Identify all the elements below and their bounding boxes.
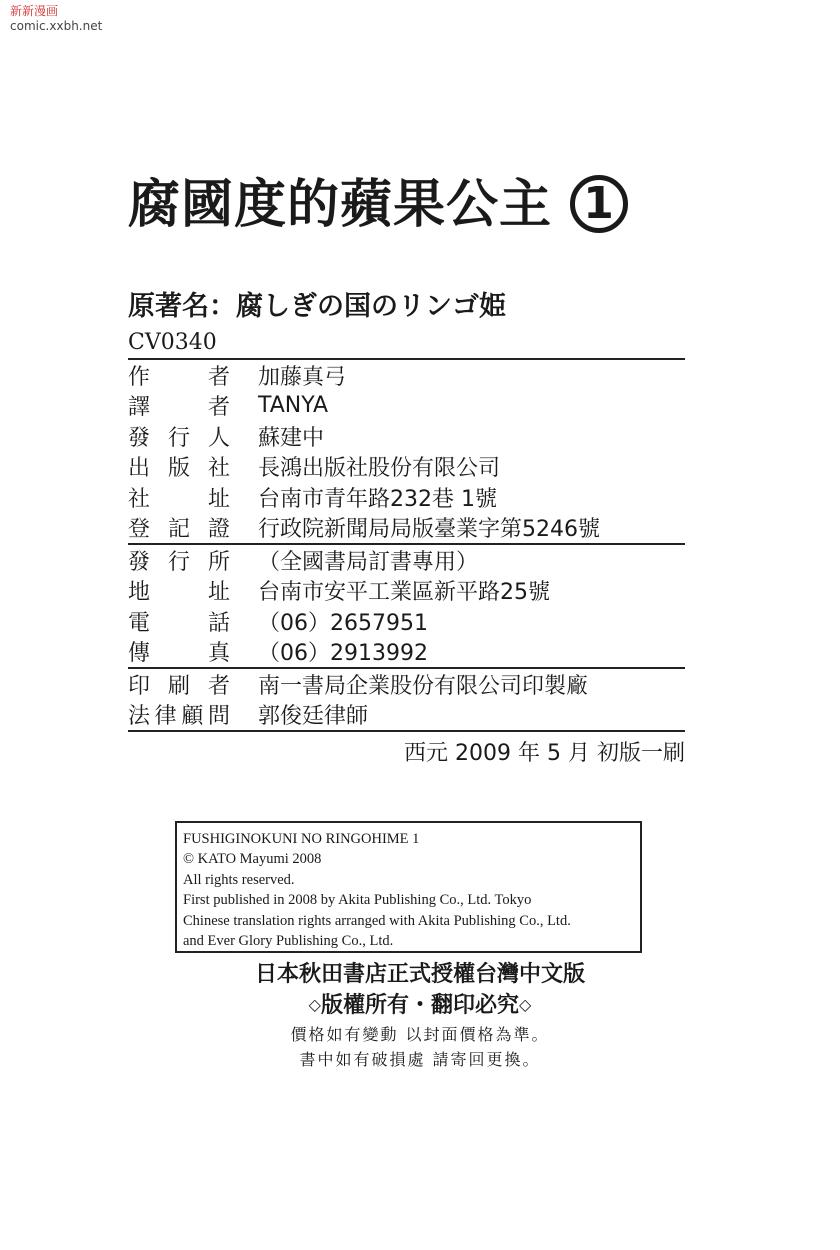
watermark-brand: 新新漫画	[10, 4, 59, 18]
credits-label: 印 刷 者	[128, 673, 230, 699]
credits-label: 傳 真	[128, 641, 230, 667]
credits-row	[128, 669, 685, 700]
credits-row	[128, 606, 685, 637]
book-title-text: 腐國度的蘋果公主	[128, 175, 553, 235]
credits-label: 發 行 人	[128, 425, 230, 451]
rights-line: Chinese translation rights arranged with Akita Publishing Co., Ltd.	[183, 912, 571, 929]
credits-row	[128, 545, 685, 576]
credits-row	[128, 637, 685, 668]
credits-row	[128, 576, 685, 607]
reserved-text: 版權所有・翻印必究	[320, 993, 519, 1018]
credits-row	[128, 360, 685, 391]
credits-value: TANYA	[258, 393, 329, 419]
credits-bottom-rule	[128, 730, 685, 732]
credits-label: 地 址	[128, 580, 230, 606]
credits-row	[128, 452, 685, 483]
credits-value: （06）2657951	[258, 610, 428, 636]
watermark-url: comic.xxbh.net	[10, 19, 103, 33]
license-statement: 日本秋田書店正式授權台灣中文版	[254, 962, 585, 987]
edition-line: 西元 2009 年 5 月 初版一刷	[404, 741, 685, 766]
credits-group	[128, 358, 685, 543]
volume-number: 1	[570, 175, 628, 233]
credits-label: 登 記 證	[128, 517, 230, 543]
credits-label: 電 話	[128, 610, 230, 636]
credits-label: 發 行 所	[128, 549, 230, 575]
credits-label: 社 址	[128, 486, 230, 512]
credits-label: 譯 者	[128, 395, 230, 421]
credits-row	[128, 513, 685, 544]
credits-row	[128, 700, 685, 731]
credits-label: 法 律 顧 問	[128, 704, 230, 730]
damage-notice: 書中如有破損處 請寄回更換。	[299, 1050, 541, 1069]
credits-row	[128, 391, 685, 422]
credits-value: （全國書局訂書專用）	[258, 549, 479, 575]
watermark	[10, 4, 102, 34]
credits-value: 郭俊廷律師	[258, 704, 369, 730]
credits-value: 台南市青年路232巷 1號	[258, 486, 497, 512]
catalog-code: CV0340	[128, 330, 217, 355]
original-title: 原著名：腐しぎの国のリンゴ姫	[128, 291, 506, 322]
credits-value: （06）2913992	[258, 641, 428, 667]
reserved-statement	[0, 990, 840, 1021]
credits-value: 台南市安平工業區新平路25號	[258, 580, 550, 606]
price-notice: 價格如有變動 以封面價格為準。	[290, 1025, 550, 1044]
rights-box	[175, 821, 642, 953]
diamond-icon: ◇	[308, 995, 321, 1014]
credits-group	[128, 667, 685, 730]
rights-line: First published in 2008 by Akita Publishing Co., Ltd. Tokyo	[183, 892, 532, 909]
rights-line: and Ever Glory Publishing Co., Ltd.	[183, 933, 394, 950]
rights-line: All rights reserved.	[183, 871, 295, 888]
credits-row	[128, 421, 685, 452]
book-title	[128, 172, 628, 238]
credits-table	[128, 358, 685, 732]
credits-label: 出 版 社	[128, 456, 230, 482]
rights-line: FUSHIGINOKUNI NO RINGOHIME 1	[183, 831, 420, 847]
credits-value: 加藤真弓	[258, 364, 347, 390]
credits-value: 南一書局企業股份有限公司印製廠	[258, 673, 589, 699]
credits-row	[128, 482, 685, 513]
rights-line: © KATO Mayumi 2008	[183, 851, 322, 868]
diamond-icon: ◇	[519, 995, 532, 1014]
credits-group	[128, 543, 685, 667]
credits-value: 行政院新聞局局版臺業字第5246號	[258, 517, 600, 543]
credits-value: 長鴻出版社股份有限公司	[258, 456, 501, 482]
credits-value: 蘇建中	[258, 425, 325, 451]
credits-label: 作 者	[128, 364, 230, 390]
